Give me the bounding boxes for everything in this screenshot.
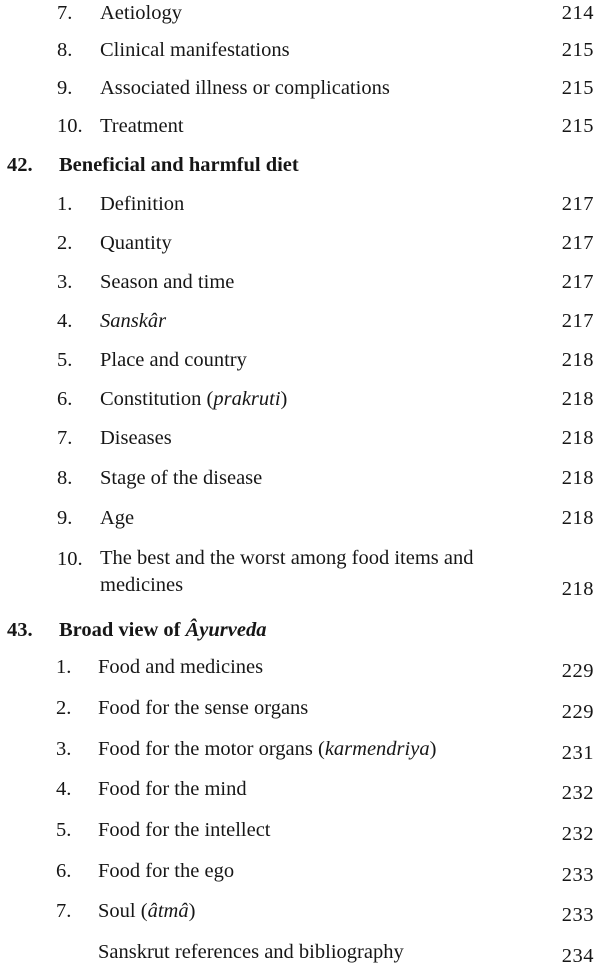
entry-number: 1. [56, 656, 72, 678]
entry-number: 8. [57, 467, 73, 489]
entry-title: Season and time [100, 271, 235, 293]
entry-title: Aetiology [100, 2, 182, 24]
chapter-number: 42. [7, 154, 33, 176]
entry-page: 218 [561, 349, 594, 371]
toc-entry[interactable] [0, 545, 600, 599]
entry-title: Place and country [100, 349, 247, 371]
entry-title: Food for the sense organs [98, 697, 309, 719]
entry-page: 233 [561, 864, 594, 886]
entry-title: Food for the ego [98, 860, 235, 882]
entry-page: 232 [561, 823, 594, 845]
entry-title-line-1: The best and the worst among food items and [100, 547, 474, 569]
entry-page: 215 [561, 39, 594, 61]
entry-title: Age [100, 507, 135, 529]
entry-title-end: ) [188, 900, 196, 922]
chapter-title [59, 618, 559, 642]
entry-title: Diseases [100, 427, 172, 449]
entry-title-line-2: medicines [100, 574, 184, 596]
entry-number: 7. [56, 900, 72, 922]
entry-title: Quantity [100, 232, 172, 254]
entry-number: 3. [56, 738, 72, 760]
entry-page: 233 [561, 904, 594, 926]
entry-number: 1. [57, 193, 73, 215]
entry-page: 214 [561, 2, 594, 24]
entry-number: 9. [57, 507, 73, 529]
entry-title-italic: âtmâ [147, 900, 189, 922]
entry-page: 218 [561, 467, 594, 489]
entry-page: 215 [561, 115, 594, 137]
entry-title-text: Food for the motor organs ( [98, 738, 325, 760]
entry-page: 217 [561, 271, 594, 293]
entry-title: Food for the mind [98, 778, 247, 800]
entry-page: 234 [561, 945, 594, 967]
entry-number: 10. [57, 115, 83, 137]
entry-page: 215 [561, 77, 594, 99]
entry-title [98, 737, 518, 761]
entry-page: 218 [561, 427, 594, 449]
entry-number: 7. [57, 2, 73, 24]
entry-title-italic: prakruti [213, 388, 281, 410]
entry-page: 217 [561, 232, 594, 254]
chapter-title: Beneficial and harmful diet [59, 154, 299, 176]
entry-number: 2. [57, 232, 73, 254]
entry-title: Sanskrut references and bibliography [98, 941, 404, 963]
entry-number: 2. [56, 697, 72, 719]
entry-title: Associated illness or complications [100, 77, 390, 99]
entry-page: 218 [561, 578, 594, 600]
entry-page: 232 [561, 782, 594, 804]
entry-number: 4. [56, 778, 72, 800]
entry-number: 6. [57, 388, 73, 410]
entry-number: 6. [56, 860, 72, 882]
entry-number: 8. [57, 39, 73, 61]
entry-title-end: ) [280, 388, 288, 410]
entry-title: Food for the intellect [98, 819, 271, 841]
entry-number: 5. [57, 349, 73, 371]
entry-page: 218 [561, 507, 594, 529]
entry-page: 229 [561, 660, 594, 682]
chapter-title-italic: Âyurveda [185, 619, 267, 641]
entry-title [100, 387, 520, 411]
entry-title: Stage of the disease [100, 467, 263, 489]
entry-title-text: Soul ( [98, 900, 148, 922]
entry-number: 3. [57, 271, 73, 293]
entry-number: 5. [56, 819, 72, 841]
chapter-number: 43. [7, 619, 33, 641]
entry-page: 217 [561, 193, 594, 215]
entry-number: 4. [57, 310, 73, 332]
chapter-title-text: Broad view of [59, 619, 186, 641]
entry-title [100, 545, 530, 599]
entry-title: Treatment [100, 115, 184, 137]
entry-page: 231 [561, 742, 594, 764]
entry-page: 229 [561, 701, 594, 723]
entry-title: Definition [100, 193, 185, 215]
entry-page: 218 [561, 388, 594, 410]
entry-title: Clinical manifestations [100, 39, 290, 61]
entry-number: 9. [57, 77, 73, 99]
entry-title-italic: karmendriya [324, 738, 430, 760]
entry-number: 10. [57, 548, 83, 570]
entry-title-text: Constitution ( [100, 388, 214, 410]
entry-title [98, 899, 518, 923]
entry-page: 217 [561, 310, 594, 332]
entry-title-end: ) [429, 738, 437, 760]
entry-title: Sanskâr [100, 310, 167, 332]
entry-title: Food and medicines [98, 656, 264, 678]
entry-number: 7. [57, 427, 73, 449]
